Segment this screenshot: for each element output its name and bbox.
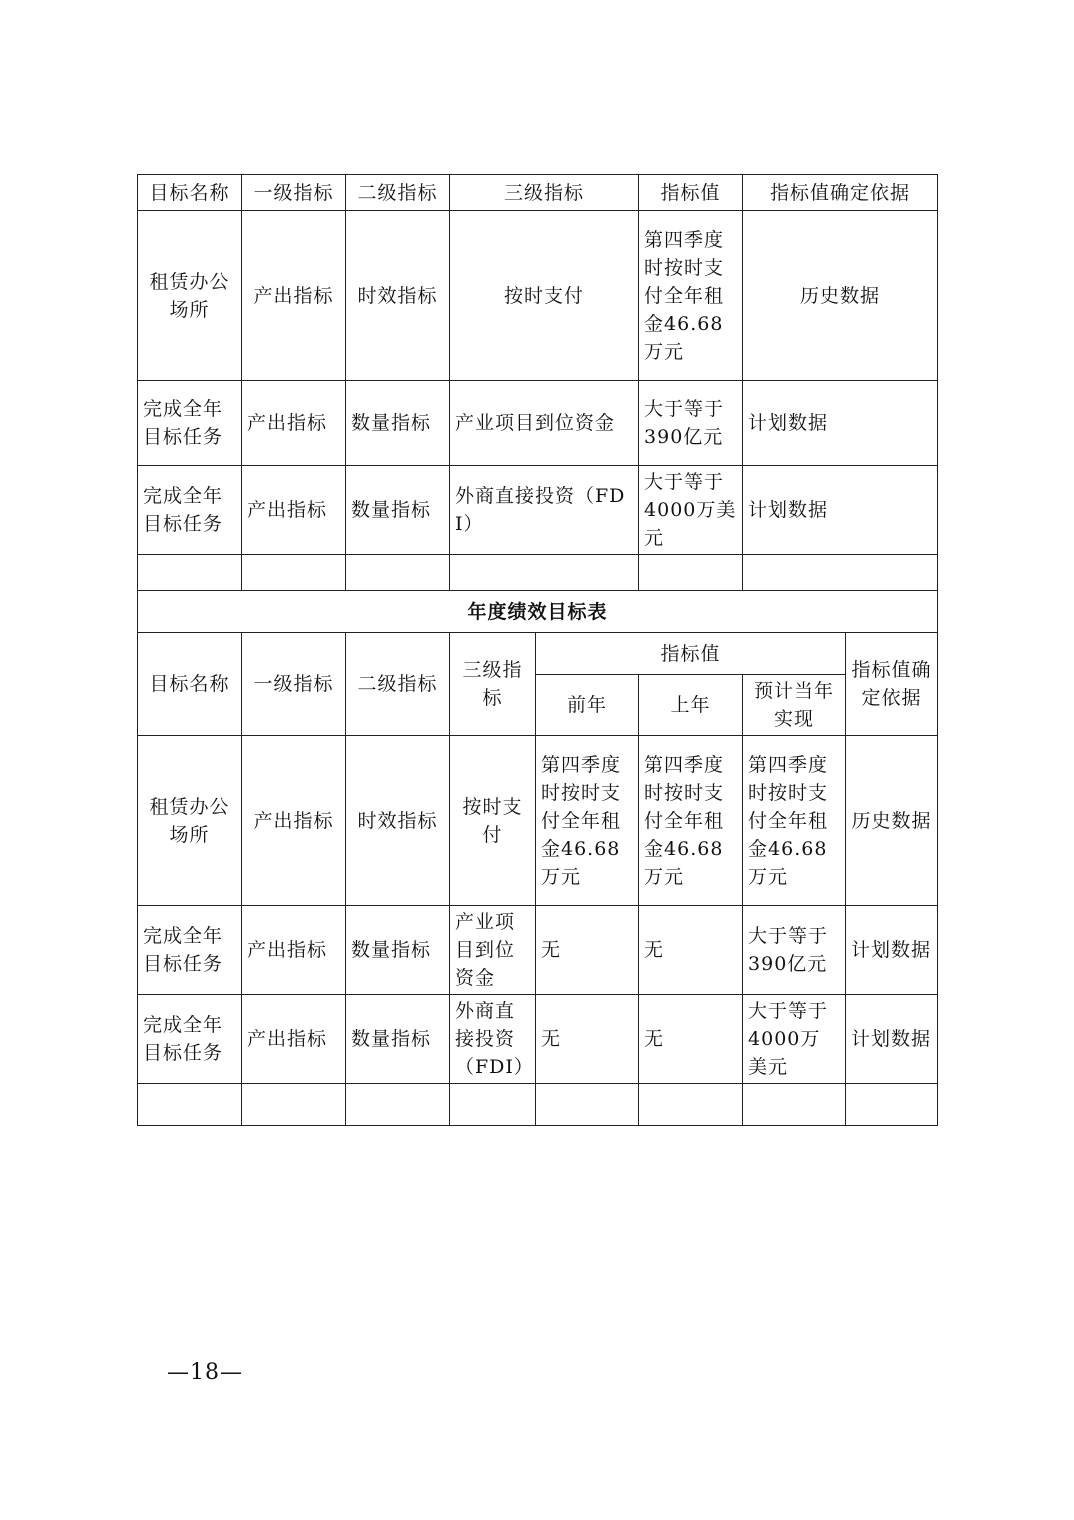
- table2-header-name: 目标名称: [138, 633, 242, 736]
- cell: 完成全年目标任务: [138, 381, 242, 466]
- performance-table: [137, 174, 938, 1126]
- cell: 时效指标: [346, 211, 450, 381]
- empty-cell: [450, 1084, 536, 1126]
- empty-cell: [242, 555, 346, 591]
- empty-cell: [346, 555, 450, 591]
- cell: 第四季度时按时支付全年租金46.68万元: [743, 736, 846, 906]
- cell: 外商直接投资（FDI）: [450, 995, 536, 1084]
- cell: 计划数据: [743, 381, 938, 466]
- table2-header-level2: 二级指标: [346, 633, 450, 736]
- empty-cell: [450, 555, 639, 591]
- cell: 大于等于4000万美元: [639, 466, 743, 555]
- cell: 无: [639, 906, 743, 995]
- cell: 历史数据: [846, 736, 938, 906]
- empty-cell: [846, 1084, 938, 1126]
- cell: 计划数据: [846, 995, 938, 1084]
- table-row-empty: [138, 1084, 938, 1126]
- cell: 数量指标: [346, 466, 450, 555]
- table-row: [138, 906, 938, 995]
- table-row: [138, 211, 938, 381]
- cell: 租赁办公场所: [138, 211, 242, 381]
- table-row: [138, 995, 938, 1084]
- cell: 第四季度时按时支付全年租金46.68万元: [536, 736, 639, 906]
- cell: 按时支付: [450, 736, 536, 906]
- table2-title-row: [138, 591, 938, 633]
- table2-title: 年度绩效目标表: [138, 591, 938, 633]
- empty-cell: [138, 1084, 242, 1126]
- empty-cell: [743, 1084, 846, 1126]
- empty-cell: [743, 555, 938, 591]
- cell: 数量指标: [346, 381, 450, 466]
- empty-cell: [346, 1084, 450, 1126]
- cell: 产出指标: [242, 466, 346, 555]
- table-row: [138, 466, 938, 555]
- cell: 时效指标: [346, 736, 450, 906]
- table1-header-basis: 指标值确定依据: [743, 175, 938, 211]
- cell: 产业项目到位资金: [450, 381, 639, 466]
- table2-header-row: [138, 633, 938, 675]
- cell: 租赁办公场所: [138, 736, 242, 906]
- cell: 大于等于390亿元: [639, 381, 743, 466]
- cell: 完成全年目标任务: [138, 906, 242, 995]
- cell: 产业项目到位资金: [450, 906, 536, 995]
- cell: 完成全年目标任务: [138, 466, 242, 555]
- cell: 无: [536, 906, 639, 995]
- empty-cell: [639, 555, 743, 591]
- cell: 产出指标: [242, 381, 346, 466]
- table2-header-prev-year: 前年: [536, 675, 639, 736]
- page-number: —18—: [167, 1360, 243, 1385]
- cell: 产出指标: [242, 995, 346, 1084]
- cell: 历史数据: [743, 211, 938, 381]
- empty-cell: [138, 555, 242, 591]
- table2-header-basis: 指标值确定依据: [846, 633, 938, 736]
- table1-header-level1: 一级指标: [242, 175, 346, 211]
- cell: 产出指标: [242, 736, 346, 906]
- cell: 产出指标: [242, 906, 346, 995]
- table1-header-name: 目标名称: [138, 175, 242, 211]
- table-row: [138, 381, 938, 466]
- cell: 无: [536, 995, 639, 1084]
- table1-header-level2: 二级指标: [346, 175, 450, 211]
- table2-header-level3: 三级指标: [450, 633, 536, 736]
- cell: 计划数据: [846, 906, 938, 995]
- empty-cell: [536, 1084, 639, 1126]
- cell: 按时支付: [450, 211, 639, 381]
- table2-header-last-year: 上年: [639, 675, 743, 736]
- empty-cell: [242, 1084, 346, 1126]
- cell: 产出指标: [242, 211, 346, 381]
- table1-header-value: 指标值: [639, 175, 743, 211]
- cell: 第四季度时按时支付全年租金46.68万元: [639, 211, 743, 381]
- table-row: [138, 736, 938, 906]
- table1-header-row: [138, 175, 938, 211]
- table2-header-level1: 一级指标: [242, 633, 346, 736]
- table1-header-level3: 三级指标: [450, 175, 639, 211]
- table-row-empty: [138, 555, 938, 591]
- cell: 数量指标: [346, 995, 450, 1084]
- cell: 大于等于4000万美元: [743, 995, 846, 1084]
- cell: 大于等于390亿元: [743, 906, 846, 995]
- cell: 无: [639, 995, 743, 1084]
- empty-cell: [639, 1084, 743, 1126]
- cell: 数量指标: [346, 906, 450, 995]
- table2-header-expected: 预计当年实现: [743, 675, 846, 736]
- table2-header-value-group: 指标值: [536, 633, 846, 675]
- cell: 外商直接投资（FDI）: [450, 466, 639, 555]
- cell: 计划数据: [743, 466, 938, 555]
- cell: 第四季度时按时支付全年租金46.68万元: [639, 736, 743, 906]
- cell: 完成全年目标任务: [138, 995, 242, 1084]
